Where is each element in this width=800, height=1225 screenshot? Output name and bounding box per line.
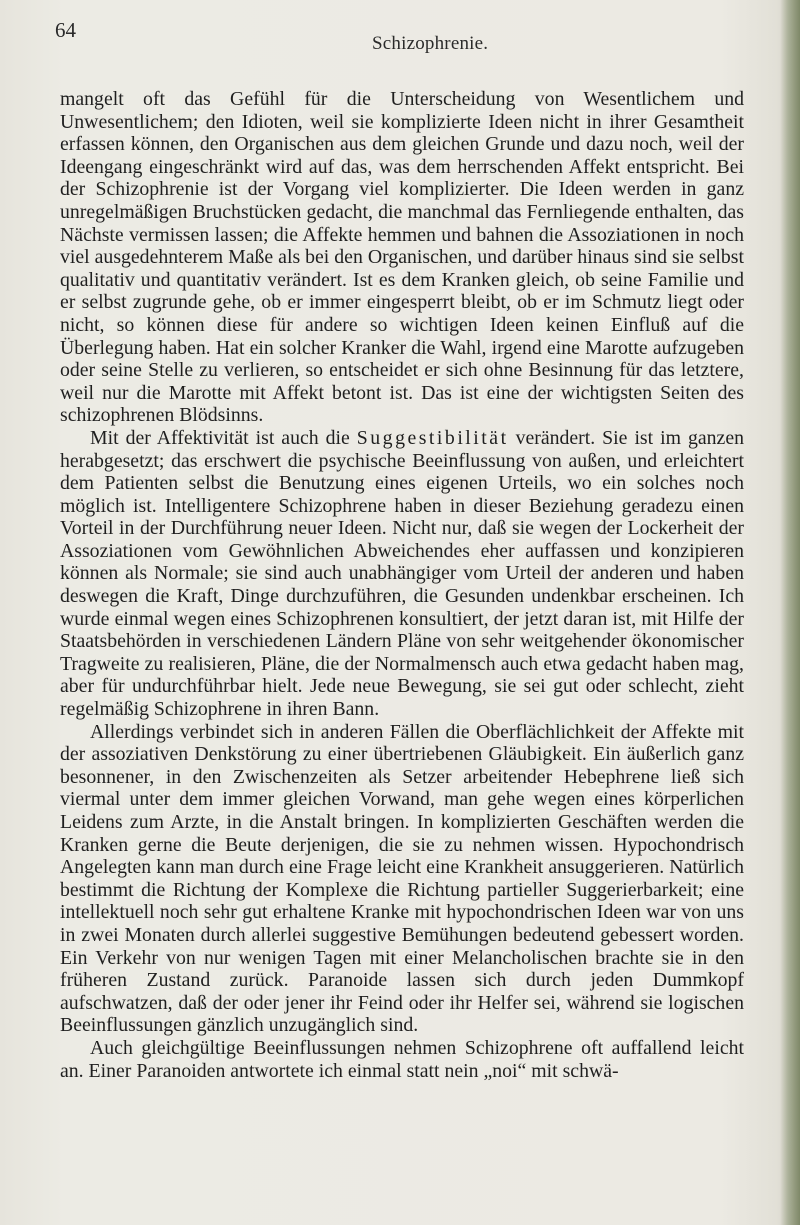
- emphasized-term: Suggestibilität: [356, 426, 509, 449]
- paragraph-2-start: Mit der Affektivität ist auch die: [90, 426, 357, 449]
- running-head: Schizophrenie.: [372, 33, 489, 54]
- paragraph-2: [60, 427, 744, 721]
- paragraph-3: Allerdings verbindet sich in anderen Fällen die Oberflächlichkeit der Affekte mit der assoziativen Denkstörung zu einer übertriebenen Gläubigkeit. Ein äußerlich ganz besonnener, in den Zwischenzeiten als Setzer arbeitender Hebephrene ließ sich viermal unter dem immer gleichen Vorwand, man gehe wegen eines körperlichen Leidens zum Arzte, in die Anstalt bringen. In komplizierten Geschäften werden die Kranken gerne die Beute derjenigen, die sie zu nehmen wissen. Hypochondrisch Angelegten kann man durch eine Frage leicht eine Krankheit ansuggerieren. Natürlich bestimmt die Richtung der Komplexe die Richtung partieller Suggerierbarkeit; eine intellektuell noch sehr gut erhaltene Kranke mit hypochondrischen Ideen war von uns in zwei Monaten durch allerlei suggestive Bemühungen bedeutend gebessert worden. Ein Verkehr von nur wenigen Tagen mit einer Melancholischen brachte sie in den früheren Zustand zurück. Paranoide lassen sich durch jeden Dummkopf aufschwatzen, daß der oder jener ihr Feind oder ihr Helfer sei, während sie logischen Beeinflussungen gänzlich unzugänglich sind.: [60, 720, 744, 1037]
- binding-edge: [780, 0, 800, 1225]
- paragraph-2-rest: verändert. Sie ist im ganzen herabgesetzt; das erschwert die psychische Beeinflussung von außen, und erleichtert dem Patienten selbst die Benutzung eines eigenen Urteils, wo ein solches noch möglich ist. Intelligentere Schizophrene haben in dieser Beziehung geradezu einen Vorteil in der Durchführung neuer Ideen. Nicht nur, daß sie wegen der Lockerheit der Assoziationen vom Gewöhnlichen Abweichendes eher auffassen und konzipieren können als Normale; sie sind auch unabhängiger vom Urteil der anderen und haben deswegen die Kraft, Dinge durchzuführen, die Gesunden undenkbar erscheinen. Ich wurde einmal wegen eines Schizophrenen konsultiert, der jetzt daran ist, mit Hilfe der Staatsbehörden in verschiedenen Ländern Pläne von sehr weitgehender ökonomischer Tragweite zu realisieren, Pläne, die der Normalmensch auch etwa gedacht haben mag, aber für undurchführbar hielt. Jede neue Bewegung, sie sei gut oder schlecht, zieht regelmäßig Schizophrene in ihren Bann.: [60, 426, 744, 721]
- paragraph-1: mangelt oft das Gefühl für die Unterscheidung von Wesentlichem und Unwesentlichem; den Idioten, weil sie komplizierte Ideen nicht in ihrer Gesamtheit erfassen können, den Organischen aus dem gleichen Grunde und dazu noch, weil der Ideengang eingeschränkt wird auf das, was dem herrschenden Affekt entspricht. Bei der Schizophrenie ist der Vorgang viel komplizierter. Die Ideen werden in ganz unregelmäßigen Bruchstücken gedacht, die manchmal das Fernliegende enthalten, das Nächste vermissen lassen; die Affekte hemmen und bahnen die Assoziationen in noch viel ausgedehnterem Maße als bei den Organischen, und darüber hinaus sind sie selbst qualitativ und quantitativ verändert. Ist es dem Kranken gleich, ob seine Familie und er selbst zugrunde gehe, ob er immer eingesperrt bleibt, ob er im Schmutz liegt oder nicht, so können diese für andere so wichtigen Ideen keinen Einfluß auf die Überlegung haben. Hat ein solcher Kranker die Wahl, irgend eine Marotte aufzugeben oder seine Stelle zu verlieren, so entscheidet er sich ohne Besinnung für das letztere, weil nur die Marotte mit Affekt betont ist. Das ist eine der wichtigsten Seiten des schizophrenen Blödsinns.: [60, 88, 744, 427]
- page-number: 64: [55, 18, 76, 42]
- body-text: [60, 88, 744, 1082]
- paragraph-4: Auch gleichgültige Beeinflussungen nehmen Schizophrene oft auffallend leicht an. Einer Paranoiden antwortete ich einmal statt nein „noi“ mit schwä-: [60, 1036, 744, 1082]
